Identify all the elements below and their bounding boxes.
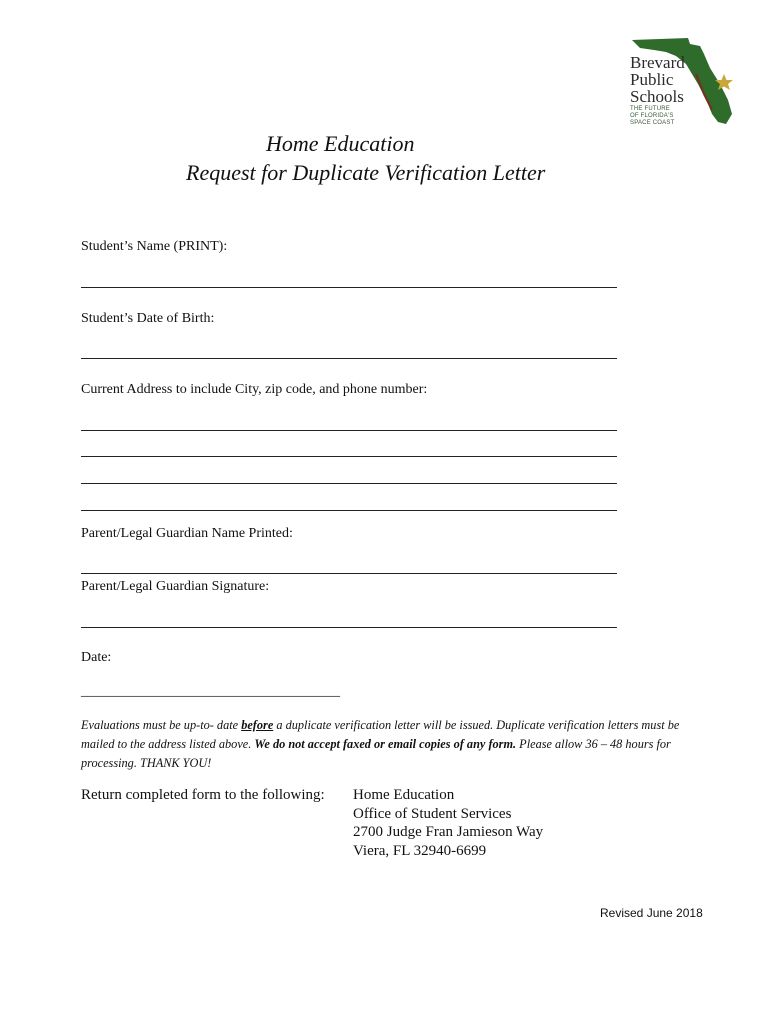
brevard-schools-logo — [626, 34, 738, 128]
return-address — [353, 786, 543, 860]
guardian-name-label: Parent/Legal Guardian Name Printed: — [81, 526, 293, 541]
logo-line-3: Schools — [630, 87, 684, 106]
date-label: Date: — [81, 650, 112, 665]
revised-date: Revised June 2018 — [600, 906, 703, 920]
address-line: Home Education — [353, 787, 455, 803]
student-name-line[interactable] — [81, 287, 617, 288]
page-title: Home Education — [266, 131, 415, 156]
notice-text-3: Please allow 36 – 48 hours for processing. THANK YOU! — [81, 737, 671, 770]
logo-line-1: Brevard — [630, 53, 685, 72]
notice-emphasis: before — [241, 718, 274, 732]
logo-line-2: Public — [630, 70, 674, 89]
address-line-2[interactable] — [81, 456, 617, 457]
address-line: Viera, FL 32940-6699 — [353, 842, 487, 859]
notice-bold: We do not accept faxed or email copies of any form. — [254, 737, 517, 751]
date-line[interactable]: _____________________________________ — [81, 684, 340, 699]
logo-tagline-1: THE FUTURE — [630, 106, 670, 112]
dob-label: Student’s Date of Birth: — [81, 311, 215, 326]
logo-tagline-3: SPACE COAST — [630, 120, 675, 126]
address-label: Current Address to include City, zip code, and phone number: — [81, 382, 428, 397]
address-line-3[interactable] — [81, 483, 617, 484]
notice-text-1: Evaluations must be up-to- date — [81, 718, 242, 732]
guardian-signature-line[interactable] — [81, 627, 617, 628]
logo-tagline-2: OF FLORIDA'S — [630, 113, 674, 119]
dob-line[interactable] — [81, 358, 617, 359]
return-label: Return completed form to the following: — [81, 787, 325, 803]
guardian-signature-label: Parent/Legal Guardian Signature: — [81, 579, 270, 594]
page-subtitle: Request for Duplicate Verification Letter — [186, 160, 546, 185]
student-name-label: Student’s Name (PRINT): — [81, 239, 228, 254]
address-line: 2700 Judge Fran Jamieson Way — [353, 824, 544, 840]
guardian-name-line[interactable] — [81, 573, 617, 574]
address-line-4[interactable] — [81, 510, 617, 511]
logo-tagline — [630, 106, 674, 127]
notice-text-2: a duplicate verification letter will be issued. Duplicate verification letters must be mailed to the address listed above. — [81, 718, 680, 751]
address-line: Office of Student Services — [353, 805, 512, 822]
address-line-1[interactable] — [81, 430, 617, 431]
notice-paragraph — [81, 716, 691, 773]
